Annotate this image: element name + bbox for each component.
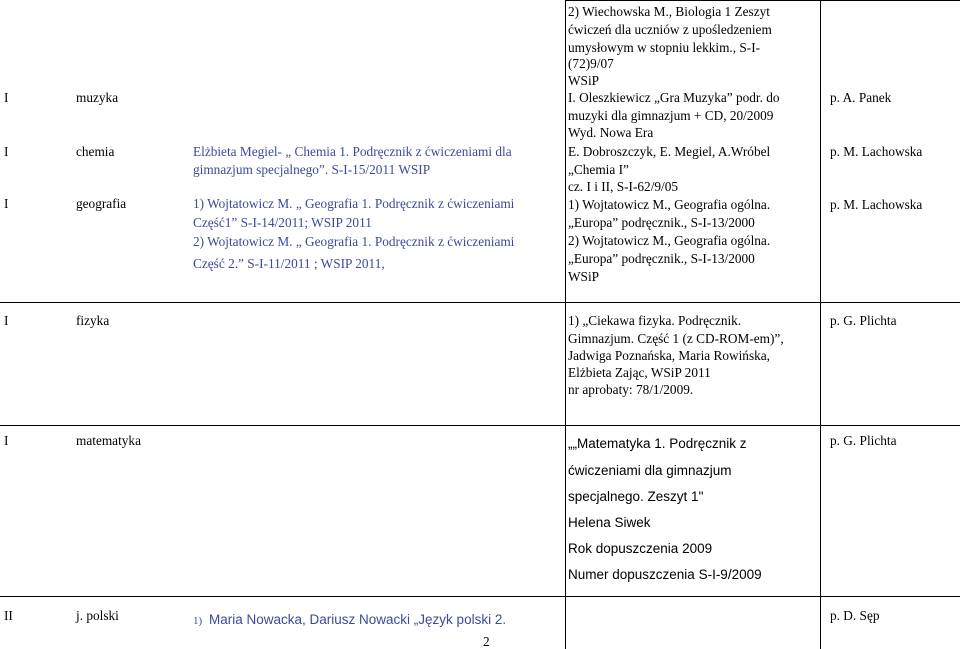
subject-cell: j. polski [76, 608, 119, 623]
text-line: I. Oleszkiewicz „Gra Muzyka” podr. do [568, 90, 780, 105]
teacher-cell: p. G. Plichta [830, 313, 897, 328]
text-line: E. Dobroszczyk, E. Megiel, A.Wróbel [568, 144, 771, 159]
level-cell: I [4, 90, 9, 105]
row-divider-fizyka [0, 302, 960, 303]
level-cell: I [4, 313, 9, 328]
text-line: „„Matematyka 1. Podręcznik z [568, 436, 747, 451]
text-line: 1) „Ciekawa fizyka. Podręcznik. [568, 313, 742, 328]
special-textbook-prefix: 1) [193, 615, 203, 627]
subject-cell: matematyka [76, 433, 141, 448]
teacher-cell: p. M. Lachowska [830, 144, 923, 159]
teacher-cell: p. A. Panek [830, 90, 892, 105]
subject-cell: geografia [76, 196, 127, 211]
subject-cell: chemia [76, 144, 115, 159]
special-textbook-line: Część 2.” S-I-11/2011 ; WSIP 2011, [193, 256, 385, 271]
special-textbook-line: 2) Wojtatowicz M. „ Geografia 1. Podręcznik z ćwiczeniami [193, 234, 515, 249]
text-line: 1) Wojtatowicz M., Geografia ogólna. [568, 197, 771, 212]
text-line: Rok dopuszczenia 2009 [568, 541, 713, 556]
text-line: ćwiczeniami dla gimnazjum [568, 463, 732, 478]
text-line: WSiP [568, 269, 600, 284]
subject-cell: fizyka [76, 313, 110, 328]
text-line: „Europa” podręcznik., S-I-13/2000 [568, 215, 755, 230]
text-line: muzyki dla gimnazjum + CD, 20/2009 [568, 108, 774, 123]
special-textbook-line: Część1” S-I-14/2011; WSIP 2011 [193, 215, 372, 230]
text-line: (72)9/07 [568, 56, 614, 71]
special-textbook-line: Elżbieta Megiel- „ Chemia 1. Podręcznik z ćwiczeniami dla [193, 144, 512, 159]
row-divider-polski [0, 596, 960, 597]
row-divider-matematyka [0, 425, 960, 426]
level-cell: II [4, 608, 13, 623]
text-line: specjalnego. Zeszyt 1" [568, 489, 704, 504]
col-divider-authors [565, 0, 566, 649]
level-cell: I [4, 433, 9, 448]
text-line: Jadwiga Poznańska, Maria Rowińska, [568, 348, 770, 363]
text-line: nr aprobaty: 78/1/2009. [568, 382, 694, 397]
text-line: „Europa” podręcznik., S-I-13/2000 [568, 251, 755, 266]
col-divider-teacher [820, 0, 821, 649]
special-textbook-line: 1) Wojtatowicz M. „ Geografia 1. Podręcznik z ćwiczeniami [193, 196, 515, 211]
text-line: Gimnazjum. Część 1 (z CD-ROM-em)”, [568, 331, 784, 346]
text-line: Elżbieta Zając, WSiP 2011 [568, 365, 711, 380]
text-line: Helena Siwek [568, 515, 651, 530]
level-cell: I [4, 196, 9, 211]
special-textbook-line: Maria Nowacka, Dariusz Nowacki „Język polski 2. [209, 612, 507, 627]
subject-cell: muzyka [76, 90, 119, 105]
table-border-top-right [565, 0, 960, 1]
text-line: „Chemia I” [568, 162, 629, 177]
text-line: ćwiczeń dla uczniów z upośledzeniem [568, 22, 772, 37]
level-cell: I [4, 144, 9, 159]
text-line: Wyd. Nowa Era [568, 125, 654, 140]
text-line: 2) Wiechowska M., Biologia 1 Zeszyt [568, 4, 770, 19]
text-line: umysłowym w stopniu lekkim., S-I- [568, 40, 761, 55]
text-line: cz. I i II, S-I-62/9/05 [568, 179, 679, 194]
text-line: WSiP [568, 73, 600, 88]
teacher-cell: p. M. Lachowska [830, 197, 923, 212]
special-textbook-line: gimnazjum specjalnego”. S-I-15/2011 WSIP [193, 162, 431, 177]
text-line: 2) Wojtatowicz M., Geografia ogólna. [568, 233, 771, 248]
text-line: Numer dopuszczenia S-I-9/2009 [568, 567, 762, 582]
page-number: 2 [483, 634, 490, 649]
teacher-cell: p. D. Sęp [830, 608, 880, 623]
teacher-cell: p. G. Plichta [830, 433, 897, 448]
